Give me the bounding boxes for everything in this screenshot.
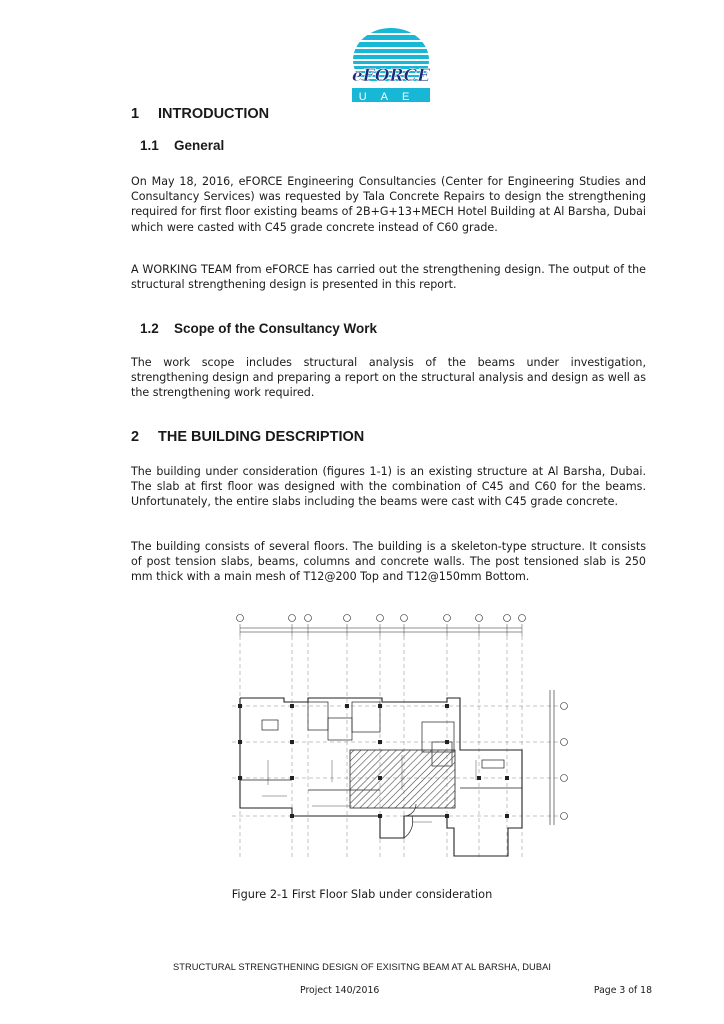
first-floor-slab-drawing <box>232 610 577 872</box>
section-title: THE BUILDING DESCRIPTION <box>158 429 365 445</box>
figure-caption: Figure 2-1 First Floor Slab under consideration <box>231 888 493 901</box>
footer-project: Project 140/2016 <box>300 985 380 996</box>
footer-page-number: Page 3 of 18 <box>593 985 652 996</box>
paragraph-general-1: On May 18, 2016, eFORCE Engineering Consultancies (Center for Engineering Studies and Consultancy Services) was requested by Tala Concrete Repairs to design the strengthening required for first floor existing beams of 2B+G+13+MECH Hotel Building at Al Barsha, Dubai which were casted with C45 grade concrete instead of C60 grade. <box>131 175 646 234</box>
logo-text: eFORCE <box>351 66 431 86</box>
section-1-1-heading <box>140 138 224 153</box>
eforce-logo <box>346 26 436 106</box>
section-number: 2 <box>131 429 140 445</box>
section-number: 1 <box>131 106 140 122</box>
footer-title: STRUCTURAL STRENGTHENING DESIGN OF EXISITNG BEAM AT AL BARSHA, DUBAI <box>173 962 551 972</box>
section-1-2-heading <box>140 321 377 336</box>
logo-subtext: UAE <box>358 91 424 103</box>
section-1-heading <box>131 106 269 122</box>
section-title: INTRODUCTION <box>158 106 270 122</box>
section-2-heading <box>131 429 364 445</box>
section-title: General <box>174 138 225 153</box>
paragraph-general-2: A WORKING TEAM from eFORCE has carried out the strengthening design. The output of the structural strengthening design is presented in this report. <box>131 263 646 292</box>
section-number: 1.2 <box>140 321 159 336</box>
section-number: 1.1 <box>140 138 159 153</box>
paragraph-building-2: The building consists of several floors. The building is a skeleton-type structure. It consists of post tension slabs, beams, columns and concrete walls. The post tensioned slab is 250 mm thick with a main mesh of T12@200 Top and T12@150mm Bottom. <box>131 540 646 584</box>
section-title: Scope of the Consultancy Work <box>174 321 378 336</box>
paragraph-scope: The work scope includes structural analysis of the beams under investigation, strengthening design and preparing a report on the structural analysis and design as well as the strengthening work required. <box>131 356 646 400</box>
paragraph-building-1: The building under consideration (figures 1-1) is an existing structure at Al Barsha, Dubai. The slab at first floor was designed with the combination of C45 and C60 for the beams. Unfortunately, the entire slabs including the beams were cast with C45 grade concrete. <box>131 465 646 509</box>
